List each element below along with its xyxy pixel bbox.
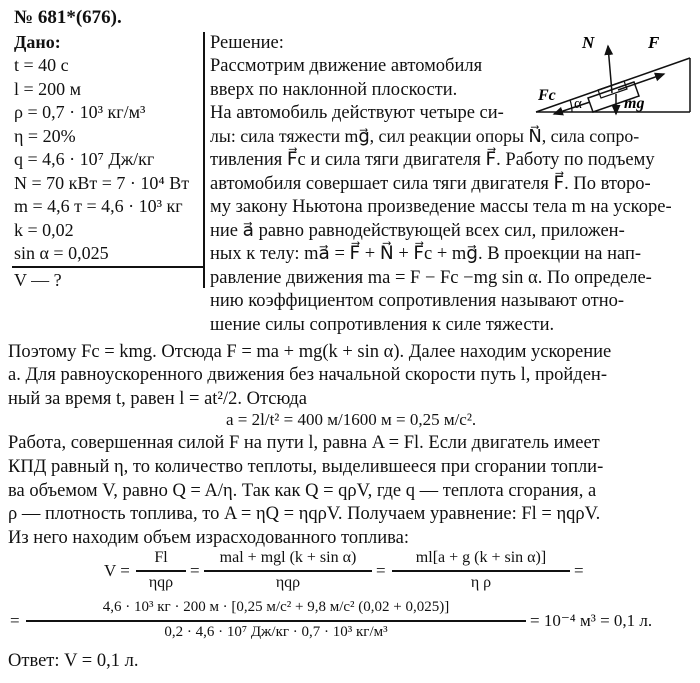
formula-equals: = <box>376 561 386 580</box>
given-line: k = 0,02 <box>14 220 74 240</box>
acceleration-equation: a = 2l/t² = 400 м/1600 м = 0,25 м/с². <box>226 410 477 429</box>
fraction-1-numerator: Fl <box>154 549 168 566</box>
body-line: ρ — плотность топлива, то A = ηQ = ηqρV. Получаем уравнение: Fl = ηqρV. <box>8 504 601 524</box>
fraction-2-bar <box>204 570 372 572</box>
solution-line: вверх по наклонной плоскости. <box>210 80 458 100</box>
solution-line: автомобиля совершает сила тяги двигателя F⃗. По второ- <box>210 174 651 194</box>
solution-heading: Решение: <box>210 33 284 53</box>
solution-line: нию коэффициентом сопротивления называют отно- <box>210 291 625 311</box>
body-line: Из него находим объем израсходованного топлива: <box>8 528 410 548</box>
body-line: КПД равный η, то количество теплоты, выделившееся при сгорании топли- <box>8 457 604 477</box>
given-line: l = 200 м <box>14 79 82 99</box>
numeric-denominator: 0,2 · 4,6 · 10⁷ Дж/кг · 0,7 · 10³ кг/м³ <box>164 624 388 640</box>
find-value: V — ? <box>14 270 62 290</box>
fraction-3-denominator: η ρ <box>470 574 492 591</box>
answer: Ответ: V = 0,1 л. <box>8 651 139 671</box>
solution-line: шение силы сопротивления к силе тяжести. <box>210 315 555 335</box>
body-line: Поэтому Fc = kmg. Отсюда F = ma + mg(k + sin α). Далее находим ускорение <box>8 342 612 362</box>
solution-line: ных к телу: ma⃗ = F⃗ + N⃗ + F⃗c + mg⃗. В проекции на нап- <box>210 244 642 264</box>
force-label-f: F <box>648 33 660 52</box>
incline-diagram <box>532 28 692 116</box>
fraction-1-denominator: ηqρ <box>148 574 174 591</box>
body-line: a. Для равноускоренного движения без начальной скорости путь l, пройден- <box>8 365 607 385</box>
body-line: ва объемом V, равно Q = A/η. Так как Q = qρV, где q — теплота сгорания, а <box>8 481 597 501</box>
problem-number: № 681*(676). <box>14 7 122 28</box>
solution-line: равление движения ma = F − Fc −mg sin α. По определе- <box>210 268 652 288</box>
fraction-3-bar <box>392 570 570 572</box>
given-separator <box>203 32 205 288</box>
fraction-2-numerator: mal + mgl (k + sin α) <box>219 549 357 566</box>
numeric-result: = 10⁻⁴ м³ = 0,1 л. <box>530 611 653 630</box>
body-line: ный за время t, равен l = at²/2. Отсюда <box>8 389 307 409</box>
given-line: ρ = 0,7 · 10³ кг/м³ <box>14 102 146 122</box>
solution-line: Рассмотрим движение автомобиля <box>210 56 483 76</box>
force-label-fc: Fc <box>538 87 556 104</box>
fraction-2-denominator: ηqρ <box>275 574 301 591</box>
formula-equals: = <box>574 561 584 580</box>
given-line: N = 70 кВт = 7 · 10⁴ Вт <box>14 173 190 193</box>
given-line: m = 4,6 т = 4,6 · 10³ кг <box>14 196 183 216</box>
given-divider <box>12 266 204 268</box>
solution-line: тивления F⃗c и сила тяги двигателя F⃗. Работу по подъему <box>210 150 655 170</box>
numeric-fraction-bar <box>26 620 526 622</box>
body-line: Работа, совершенная силой F на пути l, равна A = Fl. Если двигатель имеет <box>8 433 600 453</box>
given-line: η = 20% <box>14 126 76 146</box>
formula-lhs: V = <box>104 561 130 580</box>
solution-line: лы: сила тяжести mg⃗, сил реакции опоры N⃗, сила сопро- <box>210 126 640 146</box>
given-heading: Дано: <box>14 32 61 52</box>
given-line: sin α = 0,025 <box>14 243 109 263</box>
solution-line: му закону Ньютона произведение массы тела m на ускоре- <box>210 197 672 217</box>
given-line: q = 4,6 · 10⁷ Дж/кг <box>14 149 155 169</box>
force-label-mg: mg <box>624 95 645 112</box>
fraction-1-bar <box>136 570 186 572</box>
solution-line: На автомобиль действуют четыре си- <box>210 103 504 123</box>
formula-lead-equals: = <box>10 611 20 630</box>
solution-line: ние a⃗ равно равнодействующей всех сил, приложен- <box>210 221 625 241</box>
angle-label: α <box>574 96 582 112</box>
numeric-numerator: 4,6 · 10³ кг · 200 м · [0,25 м/с² + 9,8 м/с² (0,02 + 0,025)] <box>102 599 450 615</box>
fraction-3-numerator: ml[a + g (k + sin α)] <box>415 549 547 566</box>
force-label-n: N <box>582 33 595 52</box>
formula-equals: = <box>190 561 200 580</box>
given-line: t = 40 с <box>14 55 69 75</box>
